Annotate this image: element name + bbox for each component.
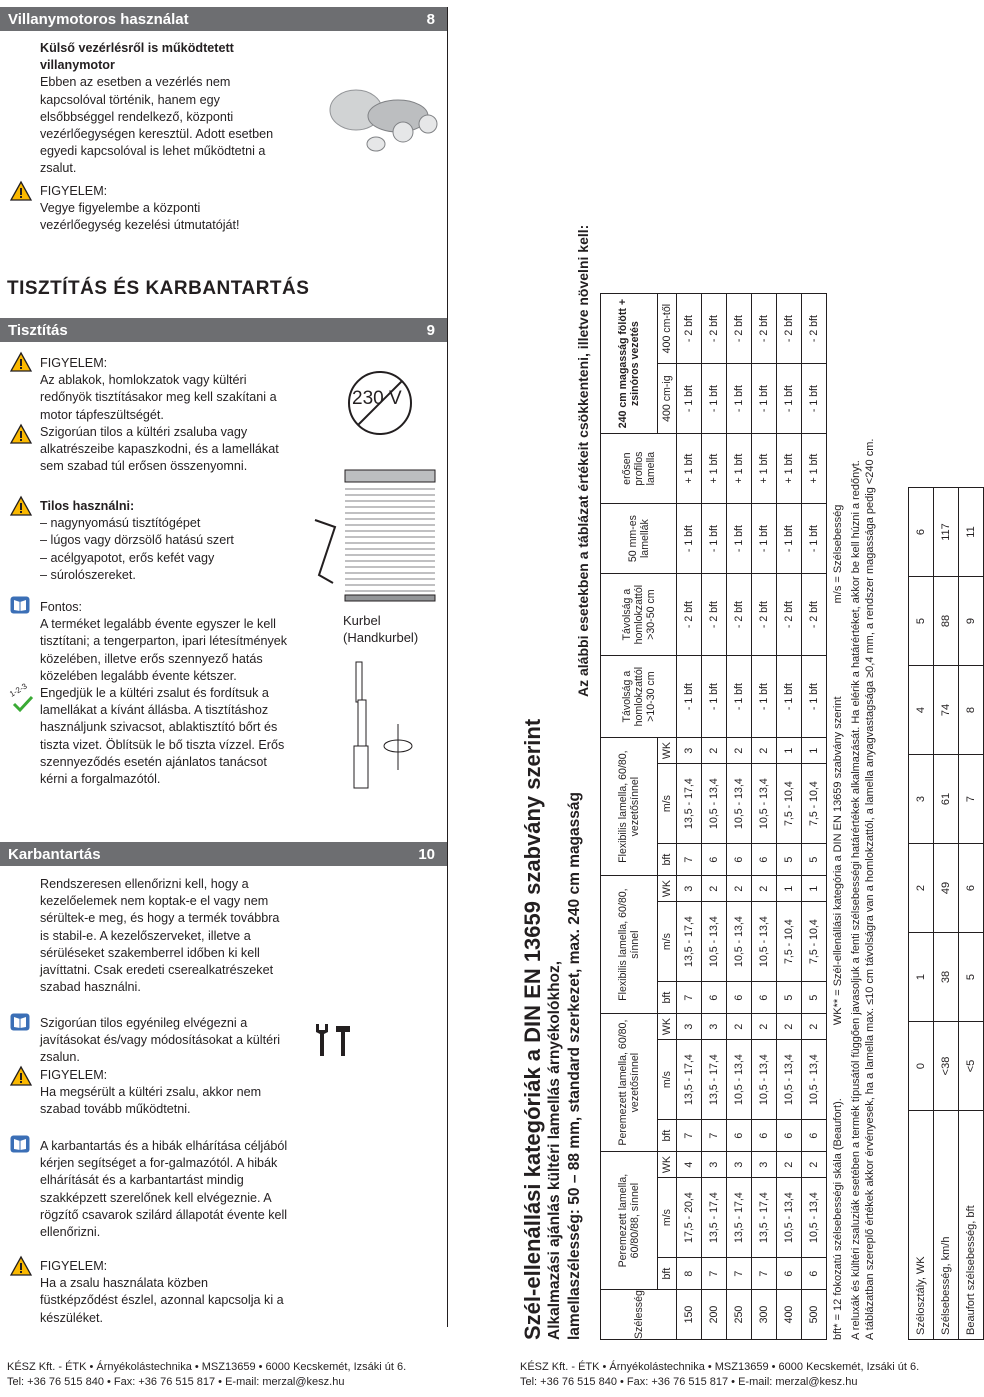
adjust-cell: - 2 bft [702,294,727,364]
table-cell: 5 [777,844,802,876]
motor-image [318,80,458,160]
warning-text: Az ablakok, homlokzatok vagy kültéri redőnyök tisztításakor meg kell szakítani a motor tápfeszültségét. [40,373,277,422]
table-cell: 5 [959,933,984,1022]
table-cell: 10,5 - 13,4 [702,764,727,844]
table-cell: 7 [677,982,702,1014]
table-cell: 4 [909,666,934,755]
table-cell: 74 [934,666,959,755]
table-cell: 8 [959,666,984,755]
section-header-8 [0,7,447,31]
checkmark-icon [12,695,34,713]
footer-address: KÉSZ Kft. - ÉTK • Árnyékolástechnika • MSZ13659 • 6000 Kecskemét, Izsáki út 6. [520,1361,920,1373]
table-cell: 6 [702,844,727,876]
adjust-cell: - 2 bft [677,294,702,364]
sub-header: bft [658,844,677,876]
table-cell: 6 [802,1258,827,1290]
table-cell: 6 [752,982,777,1014]
note-block [40,599,290,788]
maintenance-p2 [40,1015,295,1118]
table-cell: 2 [702,738,727,764]
table-cell: 10,5 - 13,4 [802,1040,827,1120]
motor-block [40,40,290,178]
table-cell: 6 [777,1120,802,1152]
width-header: Szélesség [601,1290,677,1340]
forbidden-block [40,498,290,584]
adjust-cell: - 1 bft [802,364,827,434]
note-text: A terméket legalább évente egyszer le kell tisztítani; a tengerparton, ipari létesítmények közelében, illetve erős szennyező hatás közelében legalább évente kétszer. Engedjük le a kültéri zsalut és fordítsuk a lamellákat a kívánt állásba. A tisztításhoz használjunk szivacsot, ablaktisztító bőrt és tiszta vizet. Öblítsük le bő tiszta vízzel. Erős szennyeződés esetén ajánlatos tanácsot kérni a forgalmazótól. [40,617,288,787]
warning-text: Vegye figyelembe a központi vezérlőegység kezelési útmutatóját! [40,201,240,233]
table-cell: 10,5 - 13,4 [702,902,727,982]
section-number: 10 [418,845,435,863]
table-cell: 7 [677,1120,702,1152]
table-cell: 13,5 - 17,4 [677,764,702,844]
adjust-cell: - 2 bft [727,574,752,656]
table-cell: 6 [909,488,934,577]
warning-label: FIGYELEM: [40,184,108,198]
table-row [909,488,934,1340]
adjust-cell: + 1 bft [752,434,777,504]
width-cell: 300 [752,1290,777,1340]
table-cell: 2 [727,876,752,902]
wind-table [600,293,827,1340]
table-cell: 0 [909,1022,934,1111]
table-cell: 7,5 - 10,4 [777,902,802,982]
sub-header: m/s [658,902,677,982]
book-icon [10,596,30,614]
table-cell: 13,5 - 17,4 [702,1040,727,1120]
adjust-cell: - 1 bft [752,364,777,434]
footnote-2: A reluxák és kültéri zsaluziák esetében a termék típusától függően javasoljuk a fenti szélsebességi határértékek alkalmazását. Ha elérik a határértéket, akkor be kell húzni a redőnyt. [850,460,862,1340]
table-cell: 6 [959,844,984,933]
row-label: Szélsebesség, km/h [934,1111,959,1340]
table-cell: 61 [934,755,959,844]
warning-icon [10,1066,32,1086]
cleaning-warning [40,355,290,475]
table-row [727,294,752,1340]
table-row [677,294,702,1340]
table-cell: 7 [677,844,702,876]
adjust-header: 50 mm-es lamellák [601,504,677,574]
table-cell: 4 [677,1152,702,1178]
table-cell: 13,5 - 17,4 [727,1178,752,1258]
maintenance-p3: A karbantartás és a hibák elhárítása céljából kérjen segítséget a for-galmazótól. A hibák elhárítását és a karbantartást mindig szakképzett szerelőnek kell elvégeznie. A rögzítő csavarok szilárd állapotát évente kell ellenőrizni. [40,1139,288,1240]
adjust-cell: - 1 bft [702,656,727,738]
table-cell: 6 [777,1258,802,1290]
adjust-cell: - 1 bft [777,364,802,434]
adjust-cell: - 1 bft [727,364,752,434]
table-cell: 10,5 - 13,4 [727,902,752,982]
warning-text: Ha a zsalu használata közben füstképződést észlel, azonnal kapcsolja ki a készüléket. [40,1276,284,1325]
adjust-header: Távolság a homlokzattól >30-50 cm [601,574,677,656]
table-cell: 2 [727,738,752,764]
table-row [702,294,727,1340]
adjustment-note: Az alábbi esetekben a táblázat értékeit csökkenteni, illetve növelni kell: [575,224,591,697]
sub-header: bft [658,1120,677,1152]
width-cell: 400 [777,1290,802,1340]
table-cell: 3 [702,1014,727,1040]
table-cell: 2 [702,876,727,902]
adjust-cell: + 1 bft [702,434,727,504]
adjust-header: erősen profilos lamella [601,434,677,504]
table-cell: 2 [727,1014,752,1040]
table-row [802,294,827,1340]
table-row [934,488,959,1340]
table-cell: 1 [802,876,827,902]
adjust-cell: - 2 bft [727,294,752,364]
adjust-cell: + 1 bft [802,434,827,504]
sub-header: m/s [658,1178,677,1258]
adjust-cell: - 2 bft [802,574,827,656]
table-cell: 10,5 - 13,4 [727,764,752,844]
sub-header: WK [658,1014,677,1040]
table-cell: 2 [752,876,777,902]
table-cell: 1 [909,933,934,1022]
table-cell: 10,5 - 13,4 [752,1040,777,1120]
table-row [752,294,777,1340]
cycle-label: 1-2-3 [7,681,29,699]
tools-icon [312,1022,352,1058]
list-item: – acélgyapotot, erős kefét vagy [40,550,290,567]
adjust-cell: - 1 bft [677,364,702,434]
warning-icon [10,181,32,201]
table-cell: 1 [802,738,827,764]
sub-header: WK [658,738,677,764]
voltage-label: 230 V [352,388,402,409]
adjust-cell: - 2 bft [702,574,727,656]
wind-subtitle-2: lamellaszélesség: 50 – 88 mm, standard szerkezet, max. 240 cm magasság [566,792,583,1340]
table-cell: 5 [802,844,827,876]
warning-label: FIGYELEM: [40,356,108,370]
table-cell: 10,5 - 13,4 [752,764,777,844]
section-header-10 [0,842,447,866]
table-cell: 7,5 - 10,4 [777,764,802,844]
adjust-header: Távolság a homlokzattól >10-30 cm [601,656,677,738]
adjust-cell: - 1 bft [677,656,702,738]
table-cell: <5 [959,1022,984,1111]
wind-subtitle-1: Alkalmazási ajánlás kültéri lamellás árnyékolókhoz, [546,960,563,1340]
list-item: – súrolószereket. [40,567,290,584]
table-cell: 3 [752,1152,777,1178]
warning-icon [10,496,32,516]
section-number: 9 [426,321,435,339]
section-title: Karbantartás [8,845,101,863]
wind-resistance-panel [520,0,977,1397]
table-cell: 10,5 - 13,4 [777,1178,802,1258]
table-cell: 10,5 - 13,4 [777,1040,802,1120]
adjust-cell: - 2 bft [752,574,777,656]
warning-text: Ha megsérült a kültéri zsalu, akkor nem szabad tovább működtetni. [40,1084,262,1117]
adjust-cell: - 2 bft [802,294,827,364]
warning-text: Szigorúan tilos a kültéri zsaluba vagy alkatrészeibe kapaszkodni, és a lamellákat sem szabad túl erősen összenyomni. [40,424,279,474]
table-cell: 3 [677,738,702,764]
table-cell: 117 [934,488,959,577]
crank-label-sub: (Handkurbel) [343,630,419,646]
table-cell: 6 [727,1120,752,1152]
crank-caption [343,612,443,646]
table-cell: 88 [934,577,959,666]
row-label: Beaufort szélsebesség, bft [959,1111,984,1340]
adjust-cell: - 1 bft [752,504,777,574]
sub-header: 400 cm-től [658,294,677,364]
adjust-cell: + 1 bft [677,434,702,504]
adjust-cell: - 1 bft [727,504,752,574]
table-cell: 1 [777,738,802,764]
table-cell: 6 [702,982,727,1014]
table-cell: 7,5 - 10,4 [802,902,827,982]
table-cell: 2 [909,844,934,933]
table-cell: 5 [777,982,802,1014]
row-label: Szélosztály, WK [909,1111,934,1340]
section-header-9 [0,318,447,342]
table-cell: 6 [727,844,752,876]
table-cell: 10,5 - 13,4 [802,1178,827,1258]
forbidden-list [40,515,290,584]
sub-header: m/s [658,764,677,844]
adjust-cell: - 2 bft [752,294,777,364]
group-header: Flexibilis lamella, 60/80, vezetősínnel [601,738,658,876]
section-number: 8 [426,10,435,28]
table-cell: 2 [777,1152,802,1178]
sub-header: 400 cm-ig [658,364,677,434]
warning-icon [10,352,32,372]
footer-left [7,1360,406,1390]
warning-label: FIGYELEM: [40,1067,108,1082]
section-title: Tisztítás [8,321,68,339]
table-cell: 38 [934,933,959,1022]
footnote-wk: WK** = Szél-ellenállási kategória a DIN EN 13659 szabvány szerint [832,696,844,1026]
maintenance-p4 [40,1258,285,1327]
forbidden-label: Tilos használni: [40,499,135,513]
table-cell: 10,5 - 13,4 [752,902,777,982]
table-cell: 8 [677,1258,702,1290]
main-heading: TISZTÍTÁS ÉS KARBANTARTÁS [7,278,310,299]
table-cell: 5 [802,982,827,1014]
crank-label: Kurbel [343,613,381,628]
adjust-cell: - 1 bft [802,656,827,738]
footnote-3: A táblázatban szereplő értékek akkor érvényesek, ha a lamella max. ≤10 cm távolságra van a homlokzattól, a lamella anyagvastagsága ≥0,4 mm, a rendszer magassága pedig <240 cm. [864,438,876,1340]
table-cell: 2 [752,1014,777,1040]
table-cell: 7 [727,1258,752,1290]
table-cell: 13,5 - 17,4 [752,1178,777,1258]
adjust-cell: - 1 bft [702,504,727,574]
table-cell: 49 [934,844,959,933]
beaufort-table [908,487,984,1340]
table-cell: 11 [959,488,984,577]
table-cell: 13,5 - 17,4 [702,1178,727,1258]
table-cell: 3 [702,1152,727,1178]
column-divider [447,7,448,1327]
group-header: Peremezett lamella, 60/80/88, sínnel [601,1152,658,1290]
book-icon [10,1135,30,1153]
sub-header: bft [658,982,677,1014]
hand-crank-illustration [340,660,420,800]
table-cell: <38 [934,1022,959,1111]
footnote-1 [832,505,844,1340]
table-cell: 2 [777,1014,802,1040]
maintenance-text: Szigorúan tilos egyénileg elvégezni a javításokat és/vagy módosításokat a kültéri zsalun. [40,1016,281,1065]
table-cell: 17,5 - 20,4 [677,1178,702,1258]
adjust-cell: - 1 bft [752,656,777,738]
table-cell: 3 [677,876,702,902]
table-cell: 6 [752,1120,777,1152]
section-title: Villanymotoros használat [8,10,189,28]
motor-warning [40,183,285,235]
table-cell: 7 [702,1258,727,1290]
table-cell: 3 [727,1152,752,1178]
width-cell: 500 [802,1290,827,1340]
adjust-cell: - 2 bft [677,574,702,656]
adjust-cell: + 1 bft [777,434,802,504]
motor-heading: Külső vezérlésről is működtetett villanymotor [40,41,234,73]
sub-header: m/s [658,1040,677,1120]
width-cell: 250 [727,1290,752,1340]
table-cell: 3 [677,1014,702,1040]
width-cell: 150 [677,1290,702,1340]
footer-contact: Tel: +36 76 515 840 • Fax: +36 76 515 817 • E-mail: merzal@kesz.hu [520,1376,858,1388]
adjust-cell: - 1 bft [802,504,827,574]
adjust-cell: + 1 bft [727,434,752,504]
width-cell: 200 [702,1290,727,1340]
warning-icon [10,424,32,444]
book-icon [10,1013,30,1031]
table-cell: 2 [802,1014,827,1040]
table-row [959,488,984,1340]
adjust-header: 240 cm magasság fölött + zsinóros vezetés [601,294,658,434]
table-cell: 13,5 - 17,4 [677,902,702,982]
footer-address: KÉSZ Kft. - ÉTK • Árnyékolástechnika • MSZ13659 • 6000 Kecskemét, Izsáki út 6. [7,1361,407,1373]
table-cell: 6 [727,982,752,1014]
table-cell: 7 [702,1120,727,1152]
table-cell: 2 [752,738,777,764]
list-item: – lúgos vagy dörzsölő hatású szert [40,532,290,549]
footnote-ms: m/s = Szélsebesség [832,504,844,604]
sub-header: bft [658,1258,677,1290]
shutter-crank-illustration [305,465,445,625]
table-cell: 10,5 - 13,4 [727,1040,752,1120]
list-item: – nagynyomású tisztítógépet [40,515,290,532]
group-header: Peremezett lamella, 60/80, vezetősínnel [601,1014,658,1152]
footer-contact: Tel: +36 76 515 840 • Fax: +36 76 515 817 • E-mail: merzal@kesz.hu [7,1376,345,1388]
motor-body: Ebben az esetben a vezérlés nem kapcsolóval történik, hanem egy elsőbbséggel rendelkező, központi vezérlőegységen keresztül. Adott esetben egyedi kapcsolóval is lehet működtetni a zsalut. [40,75,274,176]
adjust-cell: - 2 bft [777,574,802,656]
table-cell: 7 [752,1258,777,1290]
table-cell: 3 [909,755,934,844]
wind-title: Szél-ellenállási kategóriák a DIN EN 13659 szabvány szerint [520,718,545,1340]
table-cell: 7 [959,755,984,844]
table-row [777,294,802,1340]
table-cell: 9 [959,577,984,666]
sub-header: WK [658,1152,677,1178]
table-cell: 13,5 - 17,4 [677,1040,702,1120]
table-cell: 1 [777,876,802,902]
table-cell: 5 [909,577,934,666]
adjust-cell: - 1 bft [777,504,802,574]
table-cell: 2 [802,1152,827,1178]
maintenance-p1: Rendszeresen ellenőrizni kell, hogy a kezelőelemek nem koptak-e el vagy nem sérültek-e meg, és hogy a termék továbbra is stabil-e. A kezelőszerveket, illetve a sérüléseket szakemberrel időben ki kell javíttatni. Csak eredeti cserealkatrészeket szabad használni. [40,877,280,995]
warning-icon [10,1256,32,1276]
table-cell: 7,5 - 10,4 [802,764,827,844]
adjust-cell: - 1 bft [702,364,727,434]
table-cell: 6 [752,844,777,876]
footnote-bft: bft* = 12 fokozatú szélsebességi skála (Beaufort). [832,1098,844,1340]
warning-label: FIGYELEM: [40,1259,108,1273]
group-header: Flexibilis lamella, 60/80, sínnel [601,876,658,1014]
table-cell: 6 [802,1120,827,1152]
note-label: Fontos: [40,600,82,614]
adjust-cell: - 1 bft [777,656,802,738]
sub-header: WK [658,876,677,902]
adjust-cell: - 1 bft [677,504,702,574]
adjust-cell: - 2 bft [777,294,802,364]
adjust-cell: - 1 bft [727,656,752,738]
